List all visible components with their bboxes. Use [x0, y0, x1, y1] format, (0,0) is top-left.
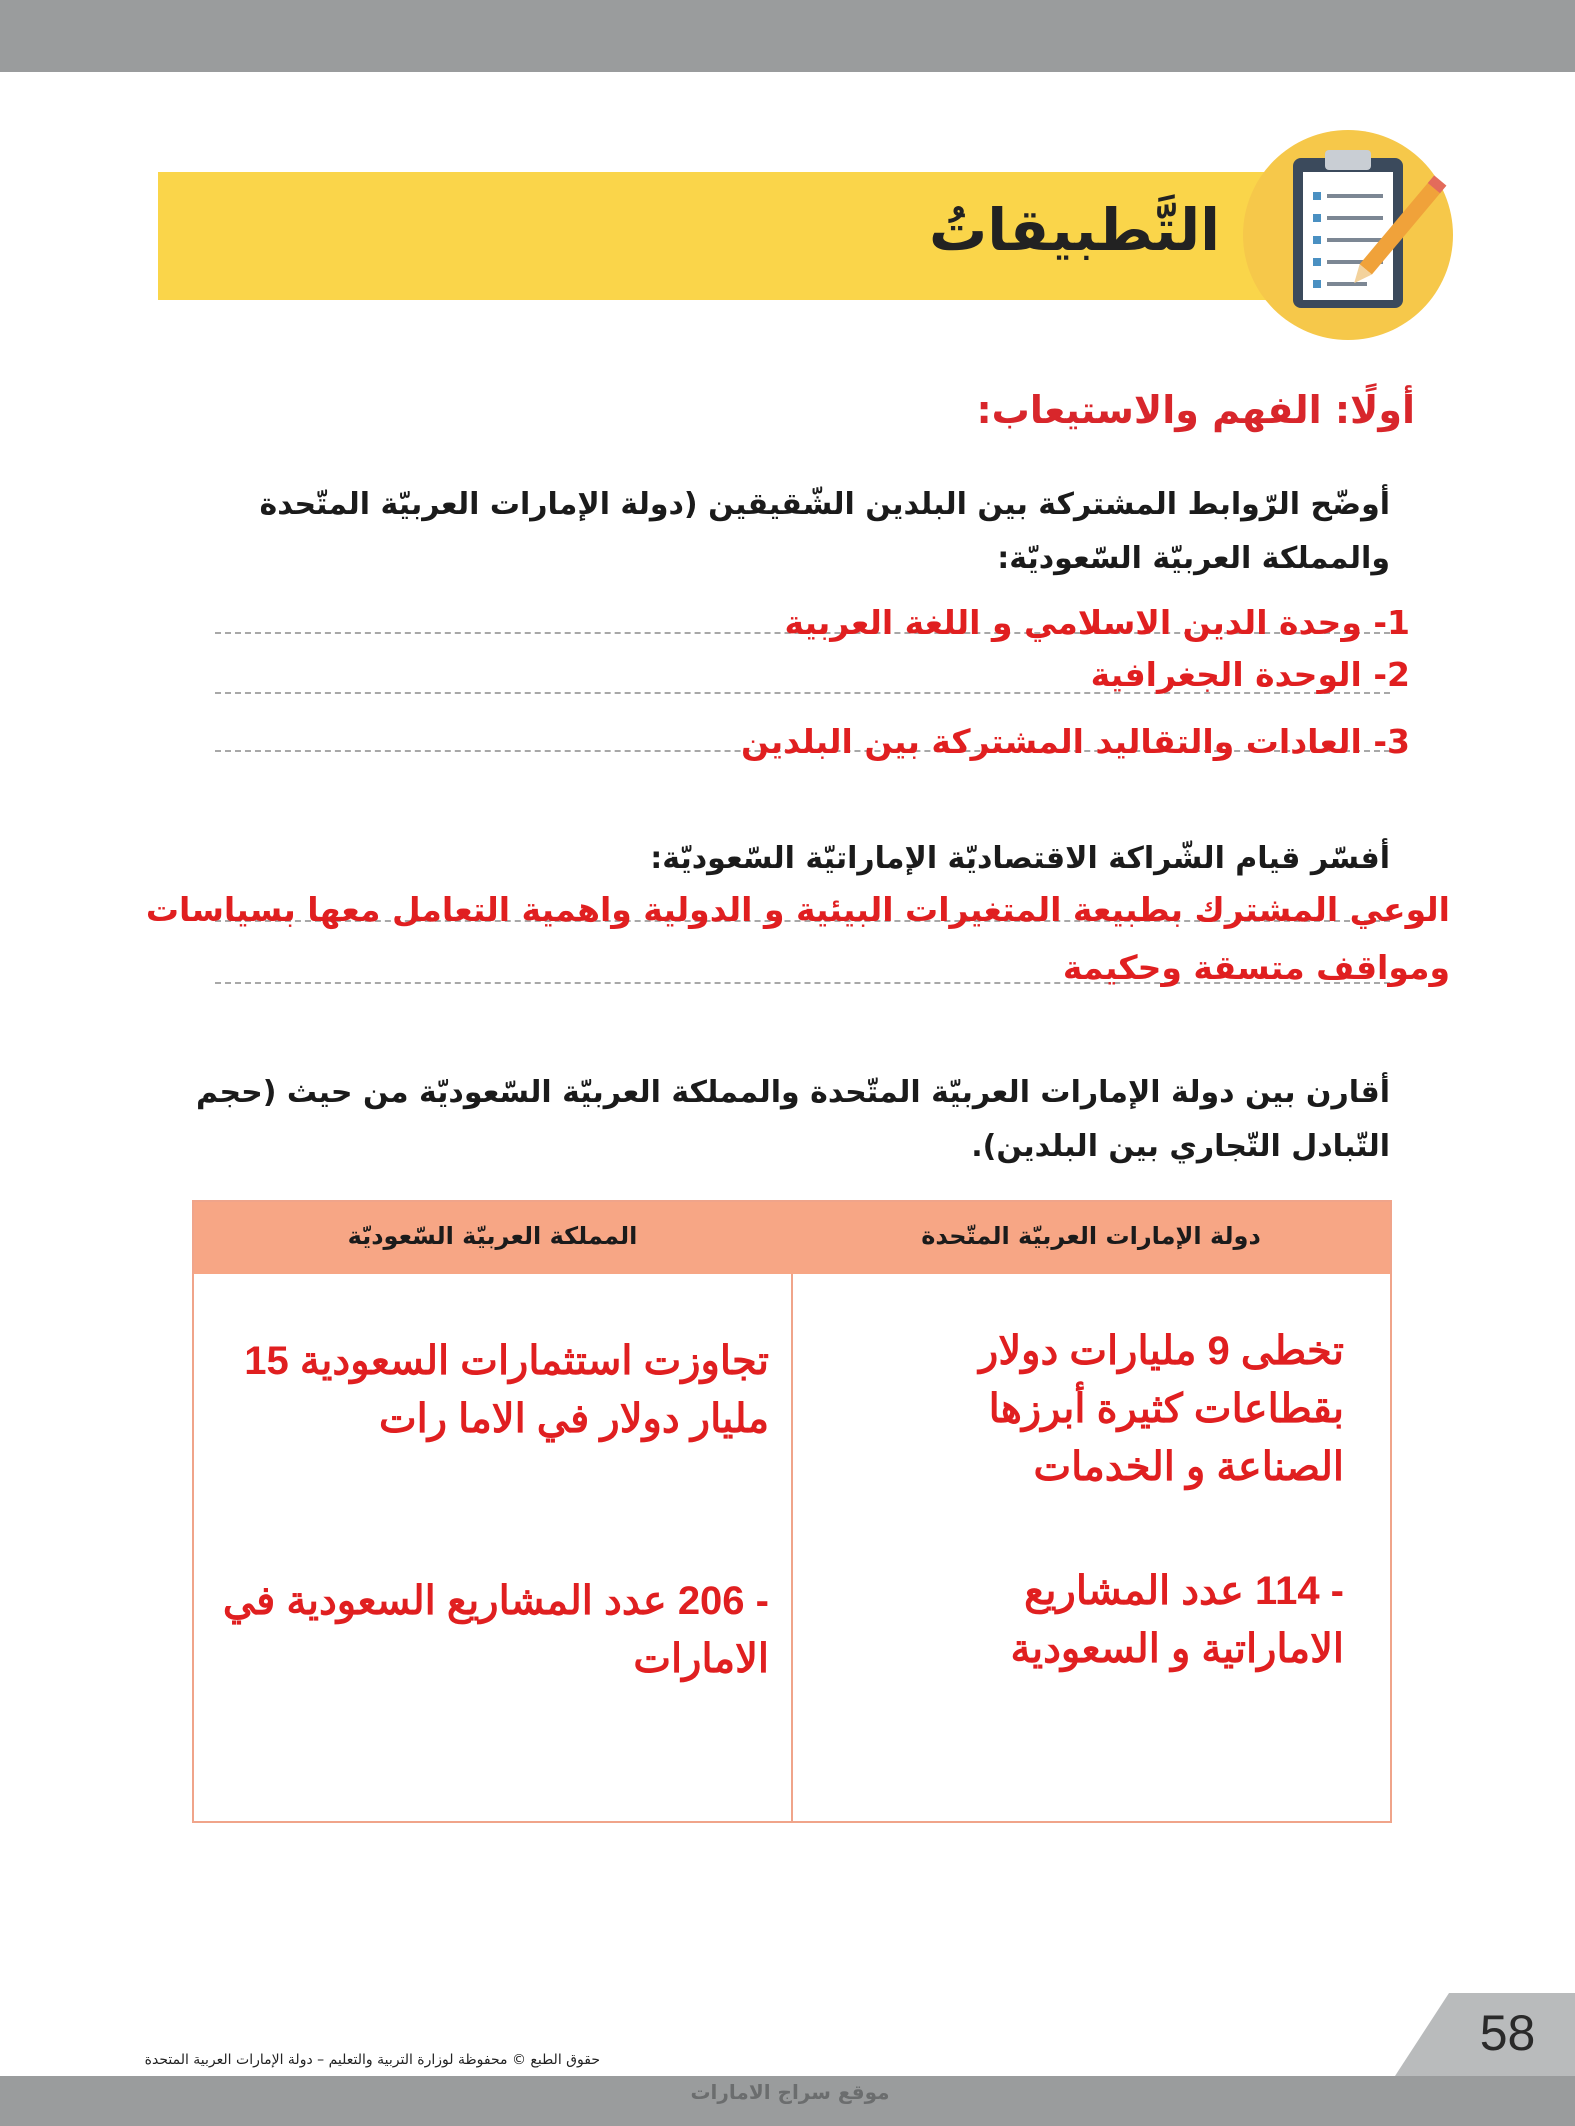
- clipboard-badge: [1243, 130, 1453, 340]
- ksa-cell-2-line: الامارات: [633, 1637, 769, 1681]
- copyright-notice: حقوق الطبع © محفوظة لوزارة التربية والتعليم – دولة الإمارات العربية المتحدة: [144, 2052, 600, 2068]
- answer-1: 1- وحدة الدين الاسلامي و اللغة العربية: [784, 603, 1410, 642]
- question-3-line-1: أقارن بين دولة الإمارات العربيّة المتّحدة والمملكة العربيّة السّعوديّة من حيث (حجم: [195, 1075, 1390, 1110]
- question-1-line-1: أوضّح الرّوابط المشتركة بين البلدين الشّقيقين (دولة الإمارات العربيّة المتّحدة: [259, 487, 1390, 522]
- header-uae: دولة الإمارات العربيّة المتّحدة: [921, 1222, 1261, 1250]
- uae-cell-1-line: تخطى 9 مليارات دولار: [979, 1329, 1344, 1373]
- section-heading: أولًا: الفهم والاستيعاب:: [976, 388, 1415, 432]
- comparison-table: [192, 1200, 1392, 1823]
- ksa-cell-1-line: مليار دولار في الاما رات: [378, 1397, 769, 1441]
- ksa-cell-2-line: - 206 عدد المشاريع السعودية في: [222, 1579, 769, 1623]
- uae-cell-2-line: - 114 عدد المشاريع: [1024, 1569, 1344, 1613]
- uae-cell-1-line: بقطاعات كثيرة أبرزها: [988, 1387, 1344, 1431]
- uae-cell-1: [834, 1322, 1344, 1496]
- page-number: 58: [1479, 2005, 1536, 2061]
- top-bar: [0, 0, 1575, 72]
- header-ksa: المملكة العربيّة السّعوديّة: [347, 1222, 638, 1250]
- site-watermark: موقع سراج الامارات: [690, 2080, 890, 2104]
- uae-cell-2-line: الاماراتية و السعودية: [1010, 1627, 1344, 1671]
- clipboard-icon: [1243, 130, 1453, 340]
- answer-q2-line-2: ومواقف متسقة وحكيمة: [1062, 948, 1450, 987]
- question-3-line-2: التّبادل التّجاري بين البلدين).: [971, 1129, 1390, 1164]
- ksa-cell-1: [204, 1332, 769, 1448]
- ksa-cell-1-line: تجاوزت استثمارات السعودية 15: [244, 1339, 769, 1383]
- question-1-line-2: والمملكة العربيّة السّعوديّة:: [997, 541, 1390, 576]
- page-title: التَّطبيقاتُ: [929, 196, 1220, 264]
- answer-2: 2- الوحدة الجغرافية: [1090, 655, 1410, 694]
- ksa-cell-2: [204, 1572, 769, 1688]
- uae-cell-1-line: الصناعة و الخدمات: [1033, 1445, 1344, 1489]
- answer-q2-line-1: الوعي المشترك بطبيعة المتغيرات البيئية و الدولية واهمية التعامل معها بسياسات: [145, 890, 1450, 929]
- answer-3: 3- العادات والتقاليد المشتركة بين البلدين: [741, 722, 1410, 761]
- question-2: أفسّر قيام الشّراكة الاقتصاديّة الإماراتيّة السّعوديّة:: [650, 841, 1390, 876]
- uae-cell-2: [834, 1562, 1344, 1678]
- column-divider: [791, 1274, 793, 1821]
